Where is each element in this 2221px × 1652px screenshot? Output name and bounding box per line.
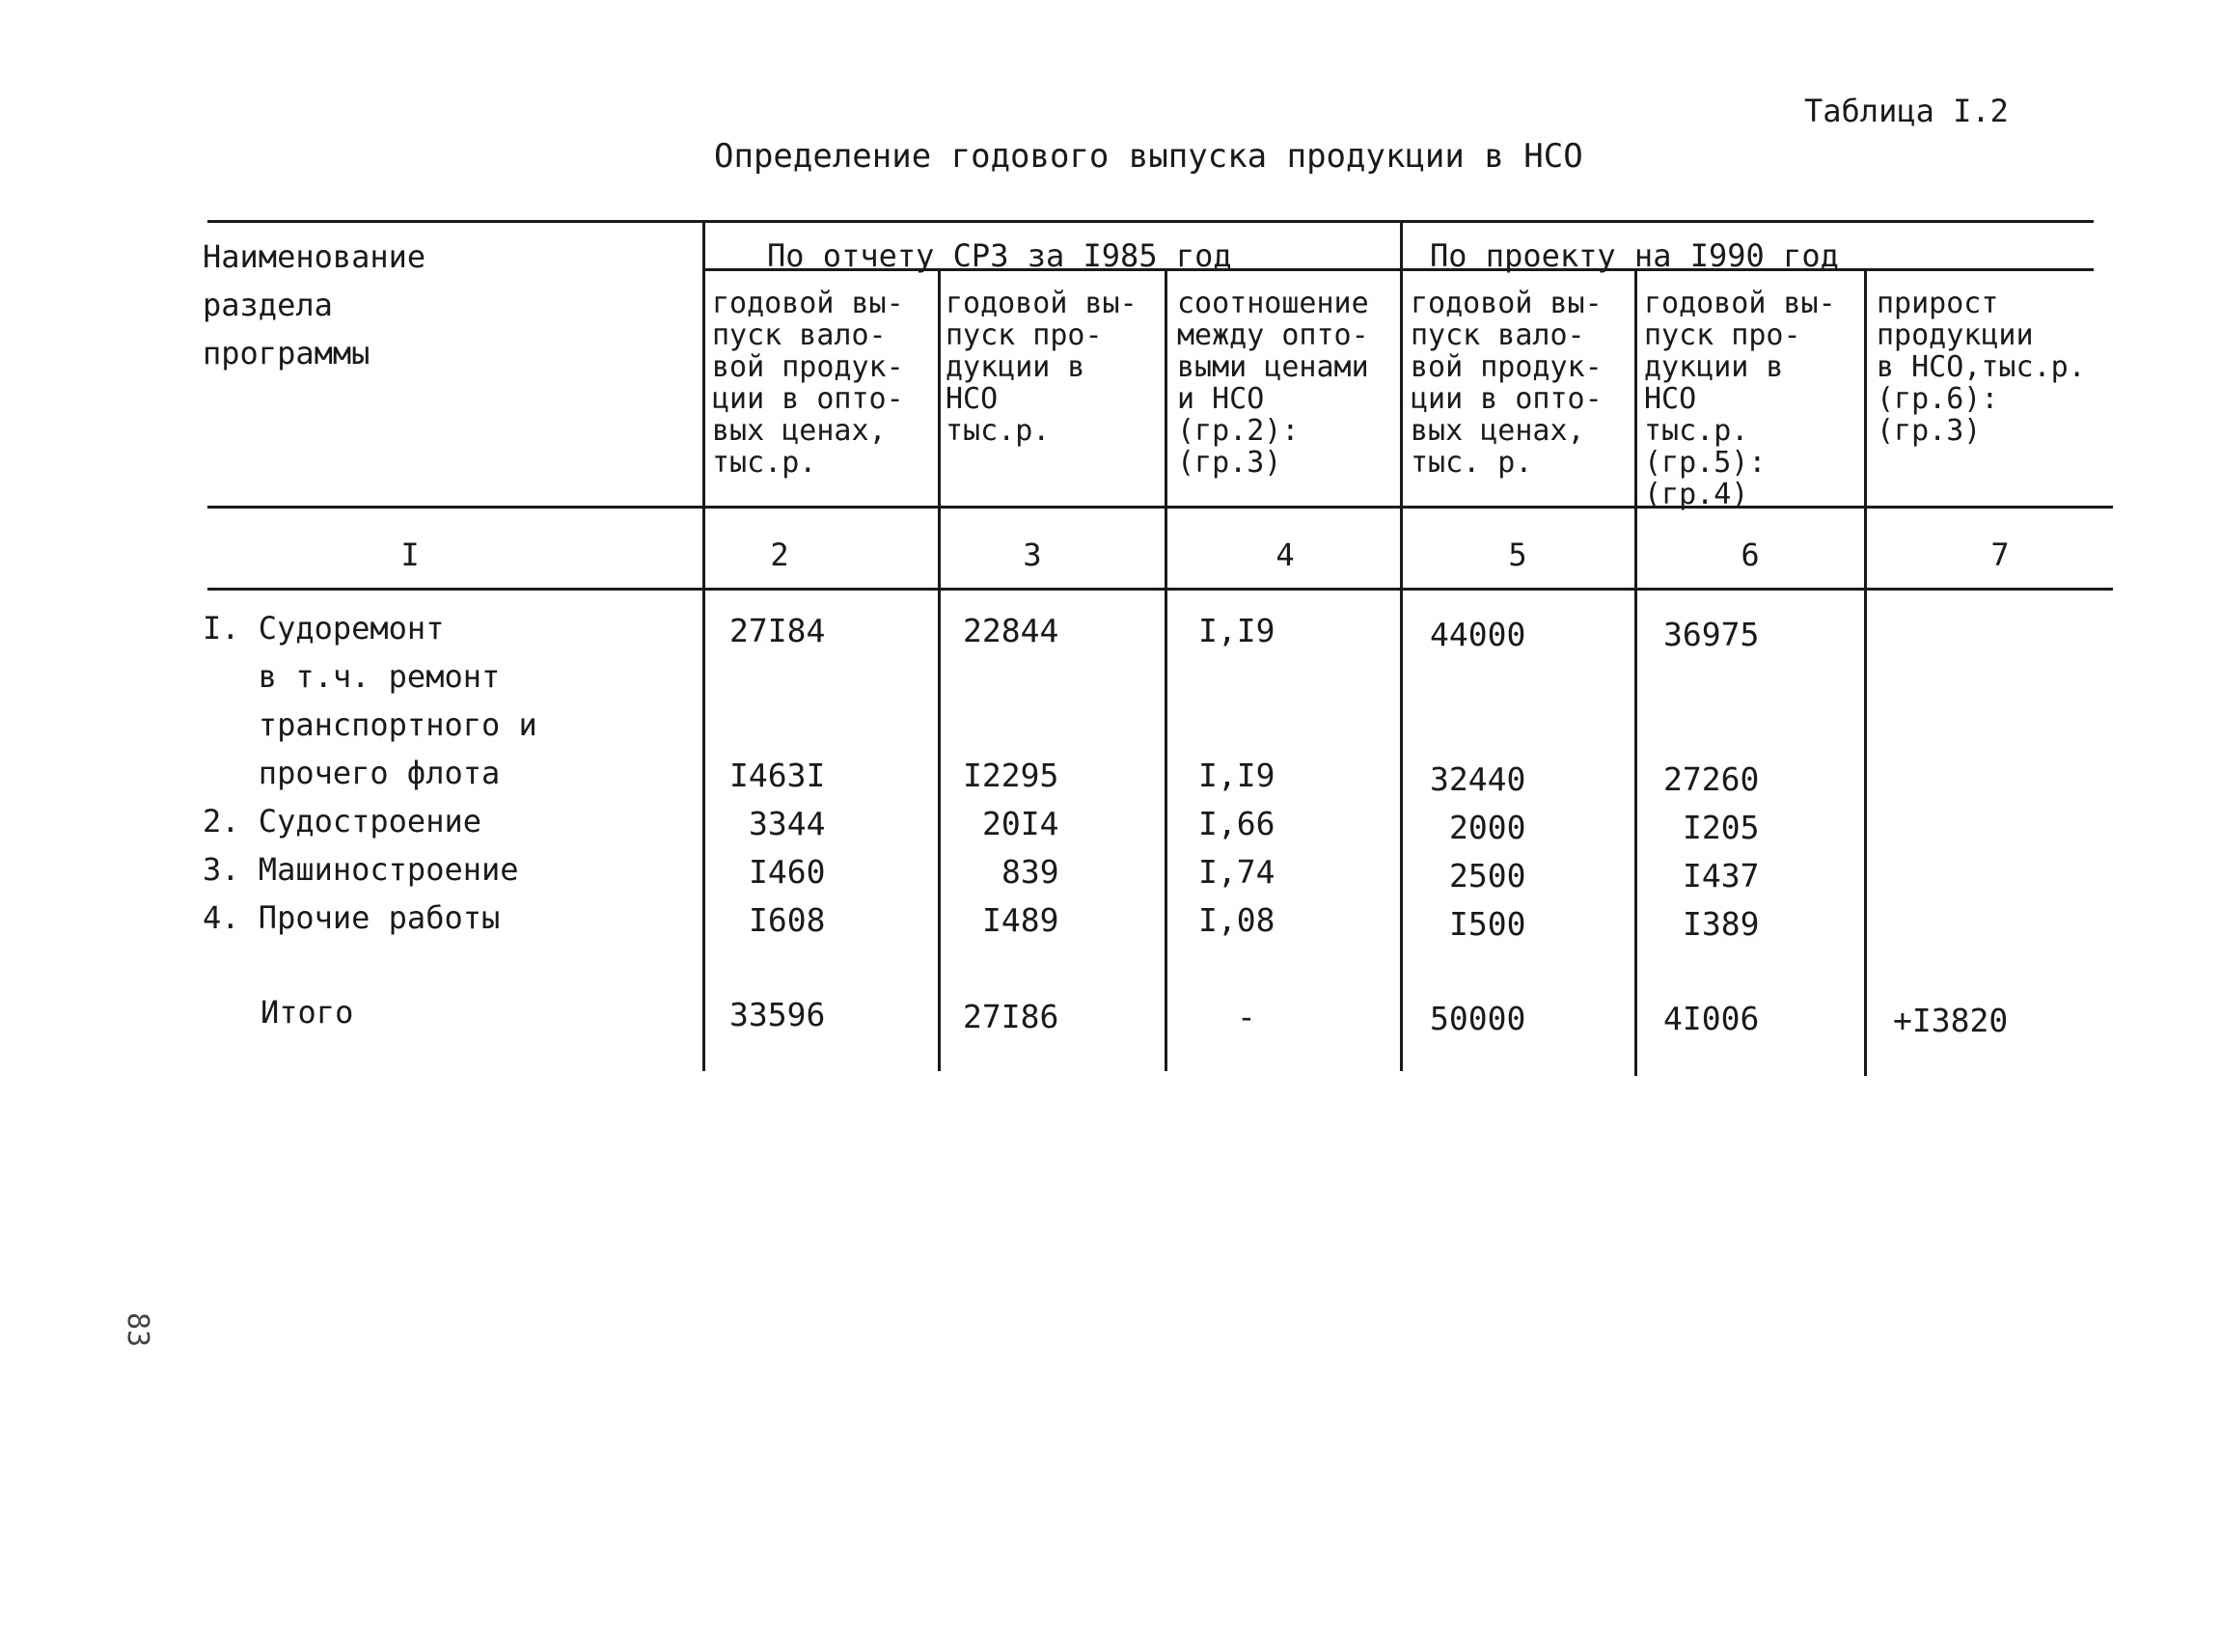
header-line: тыс.р. <box>1644 414 1749 448</box>
header-name-line: раздела <box>203 287 333 323</box>
header-col-3 <box>946 288 1138 447</box>
header-line: (гр.6): <box>1877 382 1999 416</box>
header-line: дукции в <box>1644 350 1784 384</box>
header-line: вой продук- <box>1411 350 1603 384</box>
header-line: дукции в <box>946 350 1085 384</box>
header-line: ции в опто- <box>1411 382 1603 416</box>
header-line: пуск про- <box>1644 318 1801 352</box>
table-cell: I437 <box>1683 857 1760 895</box>
table-cell: 44000 <box>1430 616 1526 653</box>
header-line: в НСО,тыс.р. <box>1877 350 2086 384</box>
page-title: Определение годового выпуска продукции в НСО <box>714 137 1583 176</box>
header-line: выми ценами <box>1177 350 1369 384</box>
header-line: и НСО <box>1177 382 1265 416</box>
table-cell: 2500 <box>1449 857 1526 895</box>
header-line: пуск вало- <box>1411 318 1585 352</box>
header-name-line: программы <box>203 335 370 372</box>
table-cell: I608 <box>749 901 826 939</box>
table-cell: I500 <box>1449 905 1526 943</box>
column-number: 7 <box>1990 537 2010 573</box>
table-cell: 36975 <box>1663 616 1760 653</box>
header-col-6 <box>1644 288 1836 510</box>
header-col-4 <box>1177 288 1369 479</box>
column-number: 5 <box>1508 537 1527 573</box>
header-line: между опто- <box>1177 318 1369 352</box>
table-cell: 20I4 <box>982 805 1059 842</box>
row-name: в т.ч. ремонт <box>203 658 501 695</box>
header-line: ции в опто- <box>712 382 904 416</box>
header-line: годовой вы- <box>712 287 904 320</box>
table-cell: I,08 <box>1198 901 1275 939</box>
row-name: прочего флота <box>203 755 501 791</box>
column-number: 6 <box>1741 537 1760 573</box>
table-cell: I,I9 <box>1198 612 1275 649</box>
total-cell: - <box>1237 998 1256 1035</box>
total-row-name: Итого <box>260 994 354 1031</box>
table-cell: 27260 <box>1663 760 1760 798</box>
header-line: НСО <box>1644 382 1697 416</box>
table-cell: I2295 <box>963 757 1059 794</box>
col-divider-3 <box>1165 270 1167 1071</box>
total-cell: 50000 <box>1430 1000 1526 1037</box>
row-name: I. Судоремонт <box>203 610 445 647</box>
table-cell: I,66 <box>1198 805 1275 842</box>
table-cell: I489 <box>982 901 1059 939</box>
table-top-rule <box>207 220 2094 223</box>
header-line: тыс.р. <box>946 414 1051 448</box>
header-line: тыс.р. <box>712 446 817 480</box>
col-divider-6 <box>1864 270 1867 1076</box>
table-cell: 27I84 <box>729 612 826 649</box>
table-cell: 32440 <box>1430 760 1526 798</box>
header-line: годовой вы- <box>946 287 1138 320</box>
column-number: I <box>400 537 420 573</box>
header-line: НСО <box>946 382 999 416</box>
header-line: пуск вало- <box>712 318 887 352</box>
column-number: 3 <box>1023 537 1042 573</box>
col-divider-5 <box>1634 270 1637 1076</box>
header-line: (гр.3) <box>1177 446 1282 480</box>
header-line: соотношение <box>1177 287 1369 320</box>
table-cell: I460 <box>749 853 826 891</box>
group-header-report: По отчету СРЗ за I985 год <box>767 237 1232 274</box>
header-line: годовой вы- <box>1411 287 1603 320</box>
table-cell: 22844 <box>963 612 1059 649</box>
group-header-project: По проекту на I990 год <box>1430 237 1839 274</box>
col-divider-1 <box>702 222 705 1071</box>
header-col-5 <box>1411 288 1603 479</box>
col-divider-2 <box>938 270 941 1071</box>
total-cell: 27I86 <box>963 998 1059 1035</box>
table-label: Таблица I.2 <box>1804 93 2009 129</box>
table-cell: 839 <box>1001 853 1059 891</box>
header-line: прирост <box>1877 287 1999 320</box>
table-cell: I389 <box>1683 905 1760 943</box>
header-line: (гр.3) <box>1877 414 1982 448</box>
header-line: (гр.2): <box>1177 414 1300 448</box>
table-cell: 2000 <box>1449 809 1526 846</box>
header-line: (гр.4) <box>1644 478 1749 511</box>
col-divider-4 <box>1400 222 1403 1071</box>
table-cell: I205 <box>1683 809 1760 846</box>
row-name: транспортного и <box>203 706 537 743</box>
header-line: вых ценах, <box>1411 414 1585 448</box>
header-line: (гр.5): <box>1644 446 1767 480</box>
header-line: вой продук- <box>712 350 904 384</box>
table-cell: 3344 <box>749 805 826 842</box>
row-name: 3. Машиностроение <box>203 851 519 888</box>
total-cell: 33596 <box>729 996 826 1033</box>
table-cell: I,74 <box>1198 853 1275 891</box>
column-number: 2 <box>770 537 789 573</box>
header-line: годовой вы- <box>1644 287 1836 320</box>
column-number: 4 <box>1275 537 1295 573</box>
header-col-2 <box>712 288 904 479</box>
total-cell: 4I006 <box>1663 1000 1760 1037</box>
header-col-7 <box>1877 288 2086 447</box>
row-name: 4. Прочие работы <box>203 899 501 936</box>
table-cell: I463I <box>729 757 826 794</box>
total-cell: +I3820 <box>1893 1002 2009 1039</box>
table-cell: I,I9 <box>1198 757 1275 794</box>
header-line: тыс. р. <box>1411 446 1533 480</box>
header-line: пуск про- <box>946 318 1103 352</box>
row-name: 2. Судостроение <box>203 803 481 840</box>
colnum-bottom-rule <box>207 588 2113 591</box>
header-line: продукции <box>1877 318 2034 352</box>
header-name-line: Наименование <box>203 238 426 275</box>
header-line: вых ценах, <box>712 414 887 448</box>
page-number: 83 <box>121 1312 154 1348</box>
